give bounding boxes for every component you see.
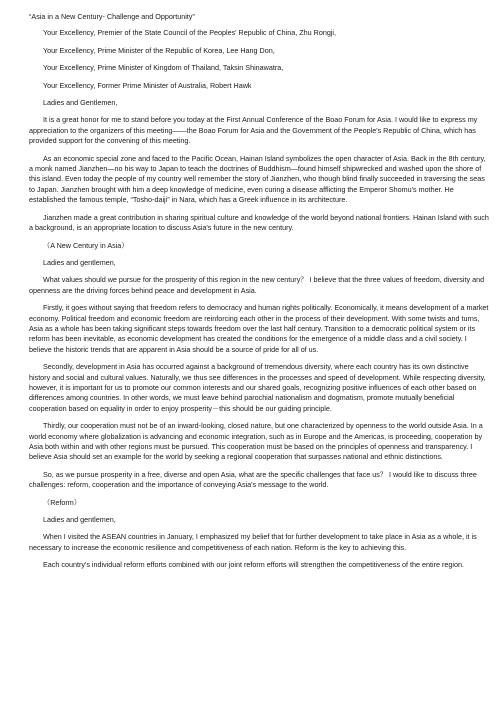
paragraph: It is a great honor for me to stand before you today at the First Annual Conference of the Boao Forum for Asia. I would like to express my appreciation to the organizers of this meeting——the Boao Forum for Asia and the Government of the People's Republic of China, which has provided support for the convening of this meeting.	[29, 115, 478, 146]
section-heading: （Reform）	[43, 497, 81, 507]
greeting-line: Ladies and gentlemen,	[43, 257, 116, 267]
paragraph: Jianzhen made a great contribution in sharing spiritual culture and knowledge of the world beyond national frontiers. Hainan Island with such a background, is an appropriate location to discuss Asia's future in the new century.	[29, 212, 489, 233]
salutation-line: Your Excellency, Premier of the State Council of the Peoples' Republic of China, Zhu Rongji,	[43, 28, 337, 38]
paragraph: Each country's individual reform efforts combined with our joint reform efforts will strengthen the competitiveness of the entire region.	[43, 560, 464, 570]
paragraph: Secondly, development in Asia has occurred against a background of tremendous diversity, where each country has its own distinctive history and social and cultural values. Naturally, we thus see differences in the processes and speed of development. While respecting diversity, however, it is important for us to promote our common interests and our shared goals, recognizing positive influences of each other based on differences among countries. In other words, we must leave behind parochial nationalism and dogmatism, promote mutually beneficial cooperation based on equality in order to enjoy prosperity－this should be our guiding principle.	[29, 362, 486, 413]
paragraph: As an economic special zone and faced to the Pacific Ocean, Hainan Island symbolizes the open character of Asia. Back in the 8th century, a monk named Jianzhen—no his way to Japan to teach the doctrines of Buddhism—found himself shipwrecked and washed upon the shore of this island. Even today the people of my country well remember the story of Jianzhen, who though blind finally succeeded in traversing the seas to Japan. Jianzhen brought with him a deep knowledge of medicine, even curing a disease afflicting the Emperor Shomu's mother. He established the famous temple, “Tosho-daiji” in Nara, which has a Greek influence in its architecture.	[29, 153, 486, 205]
paragraph: So, as we pursue prosperity in a free, diverse and open Asia, what are the specific challenges that face us？ I would like to discuss three challenges: reform, cooperation and the importance of conveying Asia's message to the world.	[29, 469, 477, 490]
paragraph: When I visited the ASEAN countries in January, I emphasized my belief that for further development to take place in Asia as a whole, it is necessary to increase the economic resilience and competitiveness of each nation. Reform is the key to achieving this.	[29, 532, 477, 552]
salutation-line: Your Excellency, Prime Minister of the Republic of Korea, Lee Hang Don,	[43, 45, 275, 55]
speech-title: “Asia in a New Century- Challenge and Opportunity”	[29, 12, 195, 21]
greeting-line: Ladies and gentlemen,	[43, 515, 116, 525]
paragraph: What values should we pursue for the prosperity of this region in the new century？ I believe that the three values of freedom, diversity and openness are the driving forces behind peace and development in Asia.	[29, 275, 485, 295]
section-heading: （A New Century in Asia）	[43, 240, 129, 250]
salutation-line: Your Excellency, Former Prime Minister of Australia, Robert Hawk	[43, 80, 252, 90]
paragraph: Thirdly, our cooperation must not be of an inward-looking, closed nature, but one characterized by openness to the world outside Asia. In a world economy where globalization is advancing and economic integration, such as in Europe and the Americas, is proceeding, cooperation by Asia both within and with other regions must be pursued. This cooperation must be based on the principles of openness and transparency. I believe Asia should set an example for the world by seeking a regional cooperation that surpasses national and ethnic distinctions.	[29, 421, 483, 462]
greeting-line: Ladies and Gentlemen,	[43, 98, 118, 108]
salutation-line: Your Excellency, Prime Minister of Kingdom of Thailand, Taksin Shinawatra,	[43, 63, 284, 73]
paragraph: Firstly, it goes without saying that freedom refers to democracy and human rights politically. Economically, it means development of a market economy. Political freedom and economic freedom are reinforcing each other in the process of their development. With some twists and turns, Asia as a whole has been taking significant steps towards freedom over the last half century. Transition to a democratic political system or its reform has been inevitable, as economic development has created the conditions for the emergence of a middle class and a civil society. I believe the historic trends that are apparent in Asia should be a source of pride for all of us.	[29, 303, 489, 354]
